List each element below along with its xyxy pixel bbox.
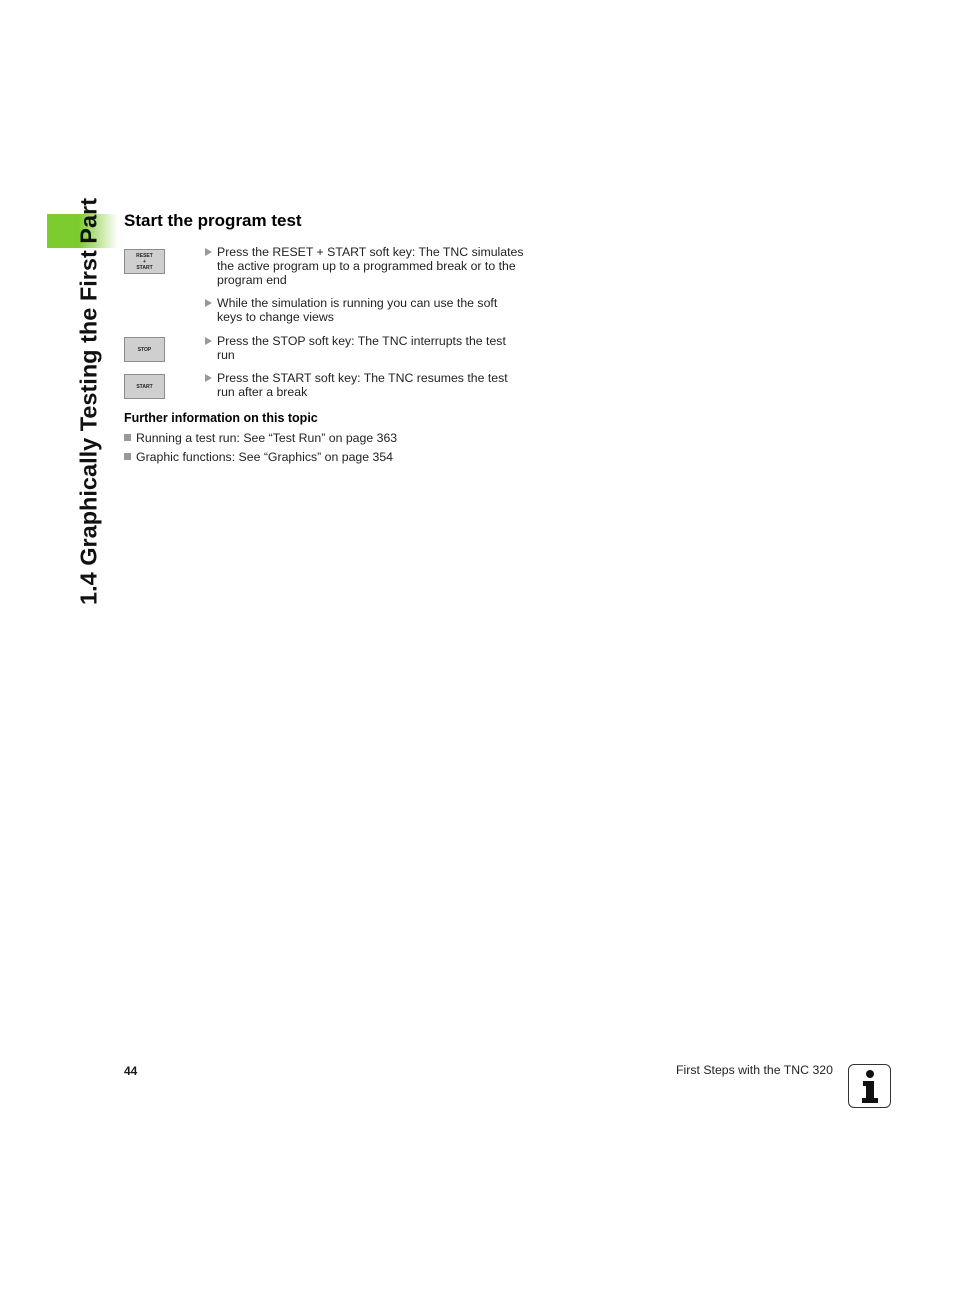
square-bullet-icon	[124, 453, 131, 460]
page-number: 44	[124, 1064, 138, 1078]
softkey-label: +	[143, 258, 146, 265]
step-text: Press the RESET + START soft key: The TNC simulates the active program up to a programmed break or to the program end	[217, 245, 524, 287]
step-item	[205, 296, 525, 324]
triangle-bullet-icon	[205, 248, 212, 256]
triangle-bullet-icon	[205, 299, 212, 307]
stop-softkey	[124, 337, 165, 362]
further-info-heading: Further information on this topic	[124, 411, 318, 425]
footer-chapter-title: First Steps with the TNC 320	[676, 1063, 833, 1077]
info-icon	[848, 1064, 891, 1108]
square-bullet-icon	[124, 434, 131, 441]
reference-link[interactable]: Running a test run: See “Test Run” on page 363	[136, 431, 398, 445]
step-item	[205, 245, 525, 287]
side-chapter-title: 1.4 Graphically Testing the First Part	[75, 197, 102, 605]
triangle-bullet-icon	[205, 337, 212, 345]
step-item	[205, 371, 525, 399]
step-text: Press the START soft key: The TNC resumes the test run after a break	[217, 371, 508, 399]
start-softkey	[124, 374, 165, 399]
triangle-bullet-icon	[205, 374, 212, 382]
softkey-label: START	[136, 264, 153, 271]
step-text: While the simulation is running you can use the soft keys to change views	[217, 296, 498, 324]
step-item	[205, 334, 525, 362]
softkey-label: START	[136, 383, 153, 390]
reference-link[interactable]: Graphic functions: See “Graphics” on page 354	[136, 450, 394, 464]
reference-item	[124, 431, 397, 445]
step-text: Press the STOP soft key: The TNC interrupts the test run	[217, 334, 506, 362]
section-heading: Start the program test	[124, 211, 302, 230]
reset-start-softkey	[124, 249, 165, 274]
softkey-label: STOP	[137, 346, 152, 353]
softkey-label: RESET	[136, 252, 153, 259]
reference-item	[124, 450, 393, 464]
